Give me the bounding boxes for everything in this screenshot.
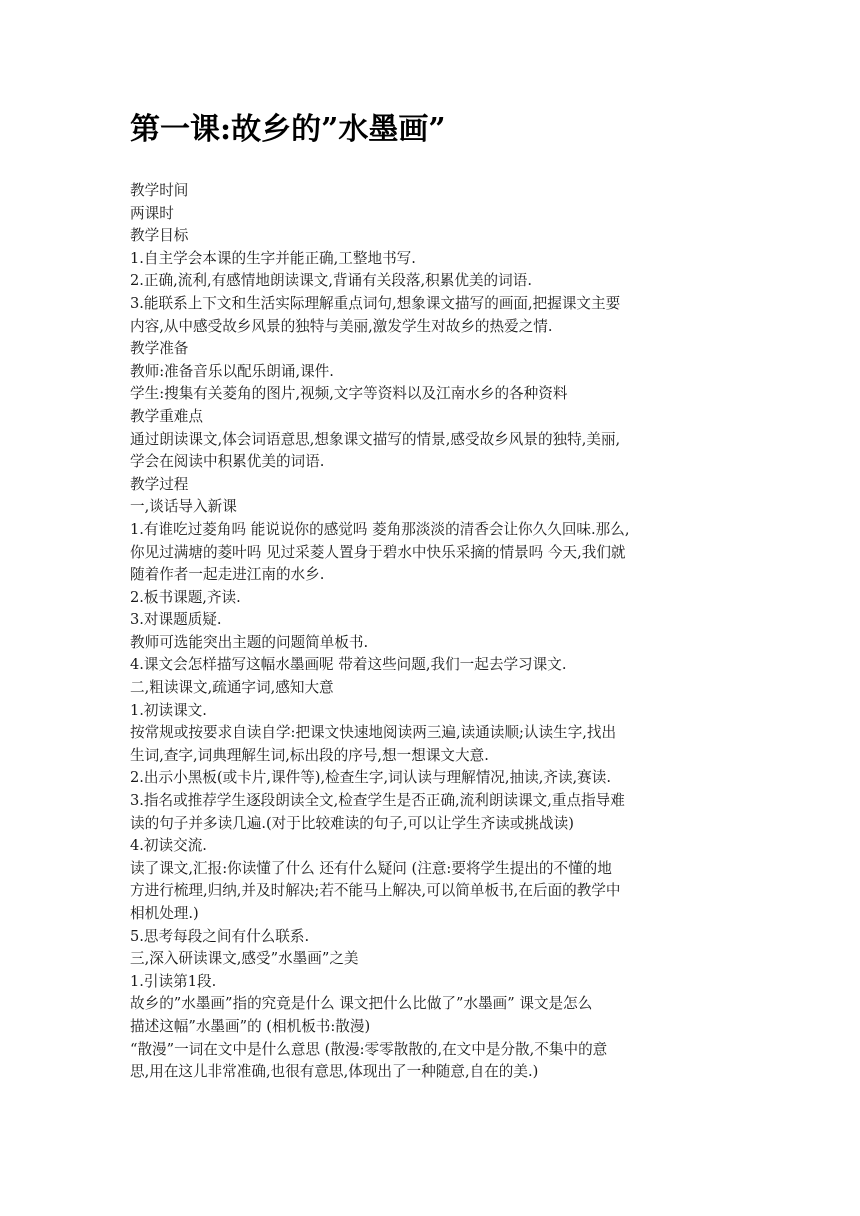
text-line: 故乡的”水墨画”指的究竟是什么 课文把什么比做了”水墨画” 课文是怎么 [130,995,593,1013]
text-line: 两课时 [130,204,174,222]
text-line: 描述这幅”水墨画”的 (相机板书:散漫) [130,1017,371,1035]
text-line: 4.初读交流. [130,837,207,855]
text-line: 随着作者一起走进江南的水乡. [130,566,325,584]
text-line: 你见过满塘的菱叶吗 见过采菱人置身于碧水中快乐采摘的情景吗 今天,我们就 [130,543,626,561]
text-line: 按常规或按要求自读自学:把课文快速地阅读两三遍,读通读顺;认读生字,找出 [130,724,617,742]
text-line: 教学过程 [130,475,189,493]
text-line: 1.有谁吃过菱角吗 能说说你的感觉吗 菱角那淡淡的清香会让你久久回味.那么, [130,520,630,538]
text-line: 教师:准备音乐以配乐朗诵,课件. [130,362,334,380]
text-line: 1.引读第1段. [130,972,217,990]
text-line: 3.能联系上下文和生活实际理解重点词句,想象课文描写的画面,把握课文主要 [130,294,621,312]
text-line: 一,谈话导入新课 [130,498,237,516]
text-line: 2.出示小黑板(或卡片,课件等),检查生字,词认读与理解情况,抽读,齐读,赛读. [130,769,612,787]
text-line: 方进行梳理,归纳,并及时解决;若不能马上解决,可以简单板书,在后面的教学中 [130,882,621,900]
text-line: 2.正确,流利,有感情地朗读课文,背诵有关段落,积累优美的词语. [130,272,532,290]
text-line: 1.自主学会本课的生字并能正确,工整地书写. [130,249,416,267]
text-line: 学会在阅读中积累优美的词语. [130,453,325,471]
text-line: 学生:搜集有关菱角的图片,视频,文字等资料以及江南水乡的各种资料 [130,385,568,403]
text-line: 三,深入研读课文,感受”水墨画”之美 [130,950,359,968]
text-line: 1.初读课文. [130,701,207,719]
text-line: 二,粗读课文,疏通字词,感知大意 [130,679,334,697]
text-line: 2.板书课题,齐读. [130,588,241,606]
text-line: 4.课文会怎样描写这幅水墨画呢 带着这些问题,我们一起去学习课文. [130,656,567,674]
text-line: 教学目标 [130,227,189,245]
text-line: 内容,从中感受故乡风景的独特与美丽,激发学生对故乡的热爱之情. [130,317,553,335]
text-line: 生词,查字,词典理解生词,标出段的序号,想一想课文大意. [130,746,489,764]
text-line: 教学时间 [130,182,189,199]
text-line: 相机处理.) [130,905,199,922]
text-line: 3.对课题质疑. [130,611,222,629]
text-line: 3.指名或推荐学生逐段朗读全文,检查学生是否正确,流利朗读课文,重点指导难 [130,792,625,810]
text-line: 教学重难点 [130,407,203,425]
text-line: 读了课文,汇报:你读懂了什么 还有什么疑问 (注意:要将学生提出的不懂的地 [130,859,612,877]
text-line: 思,用在这儿非常准确,也很有意思,体现出了一种随意,自在的美.) [130,1063,539,1081]
text-line: 读的句子并多读几遍.(对于比较难读的句子,可以让学生齐读或挑战读) [130,814,574,832]
text-line: 5.思考每段之间有什么联系. [130,927,310,945]
text-line: 教师可选能突出主题的问题简单板书. [130,633,369,651]
lesson-title: 第一课:故乡的”水墨画” [130,112,446,147]
text-line: “散漫”一词在文中是什么意思 (散漫:零零散散的,在文中是分散,不集中的意 [130,1040,608,1058]
lesson-body [130,180,730,1084]
text-line: 通过朗读课文,体会词语意思,想象课文描写的情景,感受故乡风景的独特,美丽, [130,430,621,448]
text-line: 教学准备 [130,340,189,358]
